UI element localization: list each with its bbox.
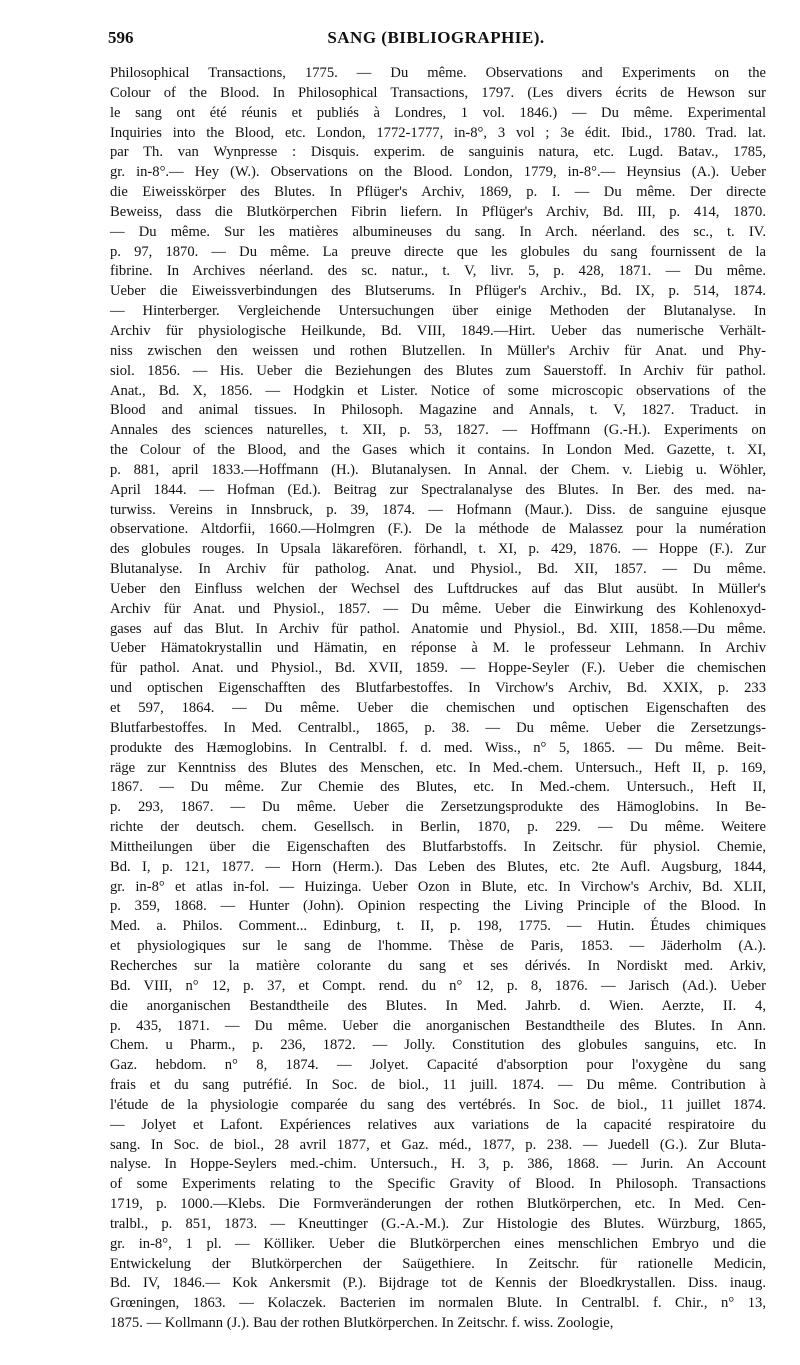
text-line: richte der deutsch. chem. Gesellsch. in Berlin, 1870, p. 229. — Du même. Weitere	[110, 819, 766, 836]
text-line: p. 359, 1868. — Hunter (John). Opinion respecting the Living Principle of the Blood. In	[110, 898, 766, 915]
text-line: — Hinterberger. Vergleichende Untersuchungen über einige Methoden der Blutanalyse. In	[110, 303, 766, 320]
text-line: the Colour of the Blood, and the Gases which it contains. In London Med. Gazette, t. XI,	[110, 442, 766, 459]
text-line: Bd. IV, 1846.— Kok Ankersmit (P.). Bijdrage tot de Kennis der Bloedkrystallen. Diss. inaug.	[110, 1275, 766, 1292]
text-line: p. 293, 1867. — Du même. Ueber die Zersetzungsprodukte des Hämoglobins. In Be-	[110, 799, 766, 816]
text-line: le sang ont été réunis et publiés à Londres, 1 vol. 1846.) — Du même. Experimental	[110, 104, 766, 121]
text-line: niss zwischen den weissen und rothen Blutzellen. In Müller's Archiv für Anat. und Phy-	[110, 342, 766, 359]
text-line: 1719, p. 1000.—Klebs. Die Formveränderungen der rothen Blutkörperchen, etc. In Med. Cen-	[110, 1196, 766, 1213]
text-line: Entwickelung der Blutkörperchen der Saügethiere. In Zeitschr. für rationelle Medicin,	[110, 1255, 766, 1272]
text-line: Ueber den Einfluss welchen der Wechsel des Luftdruckes auf das Blut ausübt. In Müller's	[110, 580, 766, 597]
text-line: observatione. Altdorfii, 1660.—Holmgren (F.). De la méthode de Malassez pour la numération	[110, 521, 766, 538]
text-line: Philosophical Transactions, 1775. — Du même. Observations and Experiments on the	[110, 65, 766, 81]
text-line: Chem. u Pharm., p. 236, 1872. — Jolly. Constitution des globules sanguins, etc. In	[110, 1037, 766, 1054]
text-line: par Th. van Wynpresse : Disquis. experim. de sanguinis natura, etc. Lugd. Batav., 1785,	[110, 144, 766, 161]
text-line: et 597, 1864. — Du même. Ueber die chemischen und optischen Eigenschaften des	[110, 700, 766, 716]
page-header	[108, 28, 764, 52]
text-line: Bd. VIII, n° 12, p. 37, et Compt. rend. du n° 12, p. 8, 1876. — Jarisch (Ad.). Ueber	[110, 977, 766, 994]
text-line: p. 97, 1870. — Du même. La preuve directe que les globules du sang fournissent de la	[110, 243, 766, 260]
bibliography-text	[110, 64, 766, 1334]
text-line: Beweiss, dass die Blutkörperchen Fibrin liefern. In Pflüger's Archiv, Bd. III, p. 414, 1870.	[110, 203, 766, 220]
text-line: Inquiries into the Blood, etc. London, 1772-1777, in-8°, 3 vol ; 3e édit. Ibid., 1780. Trad. lat.	[110, 124, 766, 141]
text-line: sang. In Soc. de biol., 28 avril 1877, et Gaz. méd., 1877, p. 238. — Juedell (G.). Zur Bluta-	[110, 1136, 766, 1153]
text-line: gr. in-8° et atlas in-fol. — Huizinga. Ueber Ozon in Blute, etc. In Virchow's Archiv, Bd. XLII,	[110, 878, 766, 895]
text-line: fibrine. In Archives néerland. des sc. natur., t. V, livr. 5, p. 428, 1871. — Du même.	[110, 263, 766, 280]
text-line: und optischen Eigenschafften des Blutfarbestoffes. In Virchow's Archiv, Bd. XXIX, p. 233	[110, 680, 766, 697]
text-line: gr. in-8°.— Hey (W.). Observations on the Blood. London, 1779, in-8°.— Heynsius (A.). Ueber	[110, 164, 766, 181]
text-line: Blutanalyse. In Archiv für patholog. Anat. und Physiol., Bd. XII, 1857. — Du même.	[110, 561, 766, 578]
text-line: Mittheilungen über die Eigenschaften des Blutfarbstoffs. In Zeitschr. für physiol. Chemie,	[110, 838, 766, 855]
text-line: Anat., Bd. X, 1856. — Hodgkin et Lister. Notice of some microscopic observations of the	[110, 382, 766, 399]
text-line: p. 435, 1871. — Du même. Ueber die anorganischen Bestandtheile des Blutes. In Ann.	[110, 1017, 766, 1034]
text-line: räge zur Kenntniss des Blutes des Menschen, etc. In Med.-chem. Untersuch., Heft II, p. 169,	[110, 759, 766, 776]
text-line: gases auf das Blut. In Archiv für pathol. Anatomie und Physiol., Bd. XIII, 1858.—Du même.	[110, 620, 766, 637]
text-line: of some Experiments relating to the Specific Gravity of Blood. In Philosoph. Transactions	[110, 1176, 766, 1193]
text-line: Grœningen, 1863. — Kolaczek. Bacterien im normalen Blute. In Centralbl. f. Chir., n° 13,	[110, 1295, 766, 1312]
text-line: siol. 1856. — His. Ueber die Beziehungen des Blutes zum Sauerstoff. In Archiv für pathol.	[110, 362, 766, 379]
text-line: Archiv für physiologische Heilkunde, Bd. VIII, 1849.—Hirt. Ueber das numerische Verhält-	[110, 322, 766, 339]
text-line: p. 881, april 1833.—Hoffmann (H.). Blutanalysen. In Annal. der Chem. v. Liebig u. Wöhler,	[110, 461, 766, 478]
text-line: turwiss. Vereins in Innsbruck, p. 39, 1874. — Hofmann (Maur.). Diss. de sanguine ejusque	[110, 501, 766, 518]
text-line: gr. in-8°, 1 pl. — Kölliker. Ueber die Blutkörperchen eines menschlichen Embryo und die	[110, 1235, 766, 1252]
text-line: Bd. I, p. 121, 1877. — Horn (Herm.). Das Leben des Blutes, etc. 2te Aufl. Augsburg, 1844,	[110, 858, 766, 875]
text-line: Archiv für Anat. und Physiol., 1857. — Du même. Ueber die Einwirkung des Kohlenoxyd-	[110, 600, 766, 617]
text-line: April 1844. — Hofman (Ed.). Beitrag zur Spectralanalyse des Blutes. In Ber. des med. na-	[110, 481, 766, 498]
text-line: Gaz. hebdom. n° 8, 1874. — Jolyet. Capacité d'absorption pour l'oxygène du sang	[110, 1057, 766, 1074]
text-line: Recherches sur la matière colorante du sang et ses dérivés. In Nordiskt med. Arkiv,	[110, 957, 766, 974]
text-line: l'étude de la physiologie comparée du sang des vertébrés. In Soc. de biol., 11 juillet 1874.	[110, 1096, 766, 1113]
text-line: frais et du sang putréfié. In Soc. de biol., 11 juill. 1874. — Du même. Contribution à	[110, 1077, 766, 1094]
text-line: Blutfarbestoffes. In Med. Centralbl., 1865, p. 38. — Du même. Ueber die Zersetzungs-	[110, 719, 766, 736]
text-line: Ueber Hämatokrystallin und Hämatin, en réponse à M. le professeur Lehmann. In Archiv	[110, 640, 766, 657]
text-line: Ueber die Eiweissverbindungen des Blutserums. In Pflüger's Archiv., Bd. IX, p. 514, 1874.	[110, 283, 766, 300]
text-line: et physiologiques sur le sang de l'homme. Thèse de Paris, 1853. — Jäderholm (A.).	[110, 938, 766, 955]
text-line: — Jolyet et Lafont. Expériences relatives aux variations de la capacité respiratoire du	[110, 1116, 766, 1133]
text-line: die anorganischen Bestandtheile des Blutes. In Med. Jahrb. d. Wien. Aerzte, II. 4,	[110, 997, 766, 1014]
text-line: 1875. — Kollmann (J.). Bau der rothen Blutkörperchen. In Zeitschr. f. wiss. Zoologie,	[110, 1315, 614, 1332]
text-line: nalyse. In Hoppe-Seylers med.-chim. Untersuch., H. 3, p. 386, 1868. — Jurin. An Account	[110, 1156, 766, 1173]
text-line: — Du même. Sur les matières albumineuses du sang. In Arch. néerland. des sc., t. IV.	[110, 223, 766, 240]
text-line: die Eiweisskörper des Blutes. In Pflüger's Archiv, 1869, p. I. — Du même. Der directe	[110, 184, 766, 201]
text-line: produkte des Hæmoglobins. In Centralbl. f. d. med. Wiss., n° 5, 1865. — Du même. Beit-	[110, 739, 766, 756]
text-line: tralbl., p. 851, 1873. — Kneuttinger (G.-A.-M.). Zur Histologie des Blutes. Würzburg, 1865,	[110, 1215, 766, 1232]
text-line: 1867. — Du même. Zur Chemie des Blutes, etc. In Med.-chem. Untersuch., Heft II,	[110, 779, 766, 796]
text-line: Colour of the Blood. In Philosophical Transactions, 1797. (Les divers écrits de Hewson sur	[110, 84, 766, 101]
text-line: für pathol. Anat. und Physiol., Bd. XVII, 1859. — Hoppe-Seyler (F.). Ueber die chemischen	[110, 660, 766, 677]
page-number: 596	[108, 28, 134, 47]
text-line: des globules rouges. In Upsala läkarefören. förhandl, t. XI, p. 429, 1876. — Hoppe (F.). Zur	[110, 541, 766, 558]
text-line: Med. a. Philos. Comment... Edinburg, t. II, p. 198, 1775. — Hutin. Études chimiques	[110, 918, 766, 935]
text-line: Annales des sciences naturelles, t. XII, p. 53, 1827. — Hoffmann (G.-H.). Experiments on	[110, 422, 766, 439]
text-line: Blood and animal tissues. In Philosoph. Magazine and Annals, t. V, 1827. Traduct. in	[110, 402, 766, 419]
running-title: SANG (BIBLIOGRAPHIE).	[327, 28, 545, 47]
